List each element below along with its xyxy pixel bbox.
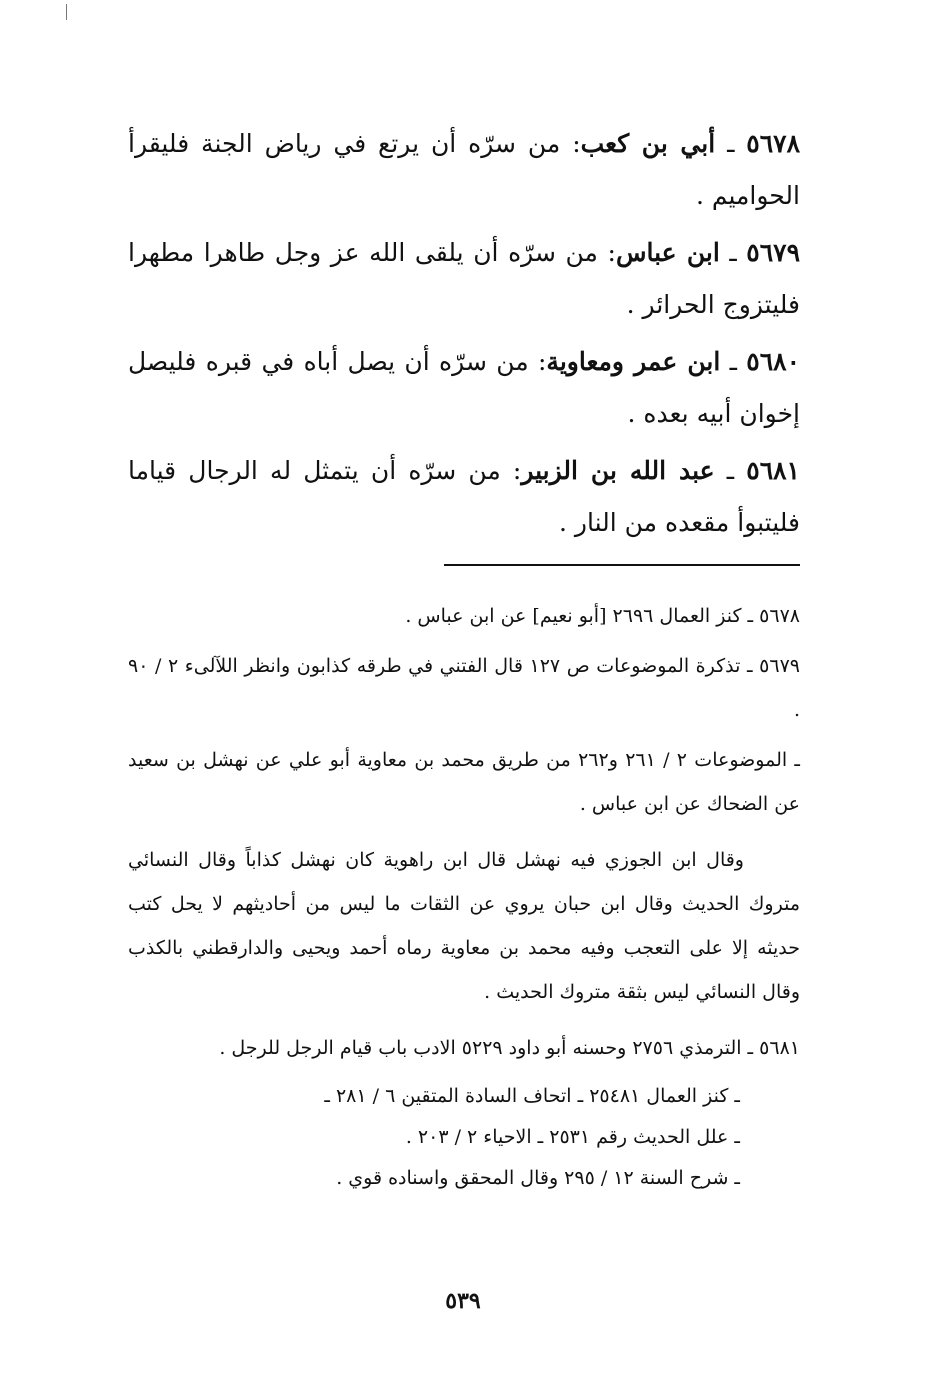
footnote-5681-ilal: ـ علل الحديث رقم ٢٥٣١ ـ الاحياء ٢ / ٢٠٣ . bbox=[405, 1126, 740, 1148]
footnote-5681: ٥٦٨١ ـ الترمذي ٢٧٥٦ وحسنه أبو داود ٥٢٢٩ الادب باب قيام الرجل للرجل . bbox=[219, 1037, 800, 1059]
footnote-5678: ٥٦٧٨ ـ كنز العمال ٢٦٩٦ [أبو نعيم] عن ابن عباس . bbox=[405, 605, 800, 627]
entry-dash: ـ bbox=[715, 129, 747, 158]
entry-text: : من سرّه أن يلقى الله عز وجل طاهرا مطهرا فليتزوج الحرائر . bbox=[128, 238, 800, 319]
scan-mark bbox=[66, 4, 67, 20]
entry-narrator: ابن عباس bbox=[615, 238, 720, 267]
entry-number: ٥٦٧٩ bbox=[746, 238, 801, 267]
entry-dash: ـ bbox=[719, 238, 747, 267]
footnote-5679-commentary: وقال ابن الجوزي فيه نهشل قال ابن راهوية كان نهشل كذاباً وقال النسائي متروك الحديث وقال ابن حبان يروي عن الثقات ما ليس من أحاديثهم لا يحل كتب حديثه إلا على التعجب وفيه محمد بن معاوية رماه أحمد ويحيى والدارقطني بالكذب وقال النسائي ليس بثقة متروك الحديث . bbox=[128, 849, 800, 1003]
main-text bbox=[128, 118, 800, 554]
footnote-separator bbox=[444, 564, 800, 566]
entry-text: : من سرّه أن يرتع في رياض الجنة فليقرأ الحواميم . bbox=[128, 129, 800, 210]
entry-text: : من سرّه أن يتمثل له الرجال قياما فليتبوأ مقعده من النار . bbox=[128, 456, 800, 537]
entry-narrator: ابن عمر ومعاوية bbox=[546, 347, 721, 376]
hadith-entry-5678 bbox=[128, 118, 800, 222]
hadith-entry-5681 bbox=[128, 445, 800, 549]
footnotes bbox=[128, 594, 800, 1199]
entry-dash: ـ bbox=[720, 347, 747, 376]
entry-number: ٥٦٧٨ bbox=[746, 129, 801, 158]
hadith-entry-5680 bbox=[128, 336, 800, 440]
entry-text: : من سرّه أن يصل أباه في قبره فليصل إخوان أبيه بعده . bbox=[128, 347, 800, 428]
entry-number: ٥٦٨٠ bbox=[746, 347, 800, 376]
entry-narrator: عبد الله بن الزبير bbox=[521, 456, 715, 485]
entry-number: ٥٦٨١ bbox=[746, 456, 800, 485]
footnote-5681-sharh: ـ شرح السنة ١٢ / ٢٩٥ وقال المحقق واسناده قوي . bbox=[336, 1167, 740, 1189]
entry-narrator: أبي بن كعب bbox=[580, 129, 716, 158]
footnote-5679: ٥٦٧٩ ـ تذكرة الموضوعات ص ١٢٧ قال الفتني في طرقه كذابون وانظر اللآلىء ٢ / ٩٠ . bbox=[128, 655, 800, 721]
hadith-entry-5679 bbox=[128, 227, 800, 331]
footnote-5679-mawduat: ـ الموضوعات ٢ / ٢٦١ و٢٦٢ من طريق محمد بن معاوية أبو علي عن نهشل بن سعيد عن الضحاك عن ابن عباس . bbox=[128, 749, 800, 815]
page-number: ٥٣٩ bbox=[445, 1288, 481, 1314]
entry-dash: ـ bbox=[714, 456, 747, 485]
footnote-5681-kanz: ـ كنز العمال ٢٥٤٨١ ـ اتحاف السادة المتقين ٦ / ٢٨١ ـ bbox=[324, 1085, 740, 1107]
